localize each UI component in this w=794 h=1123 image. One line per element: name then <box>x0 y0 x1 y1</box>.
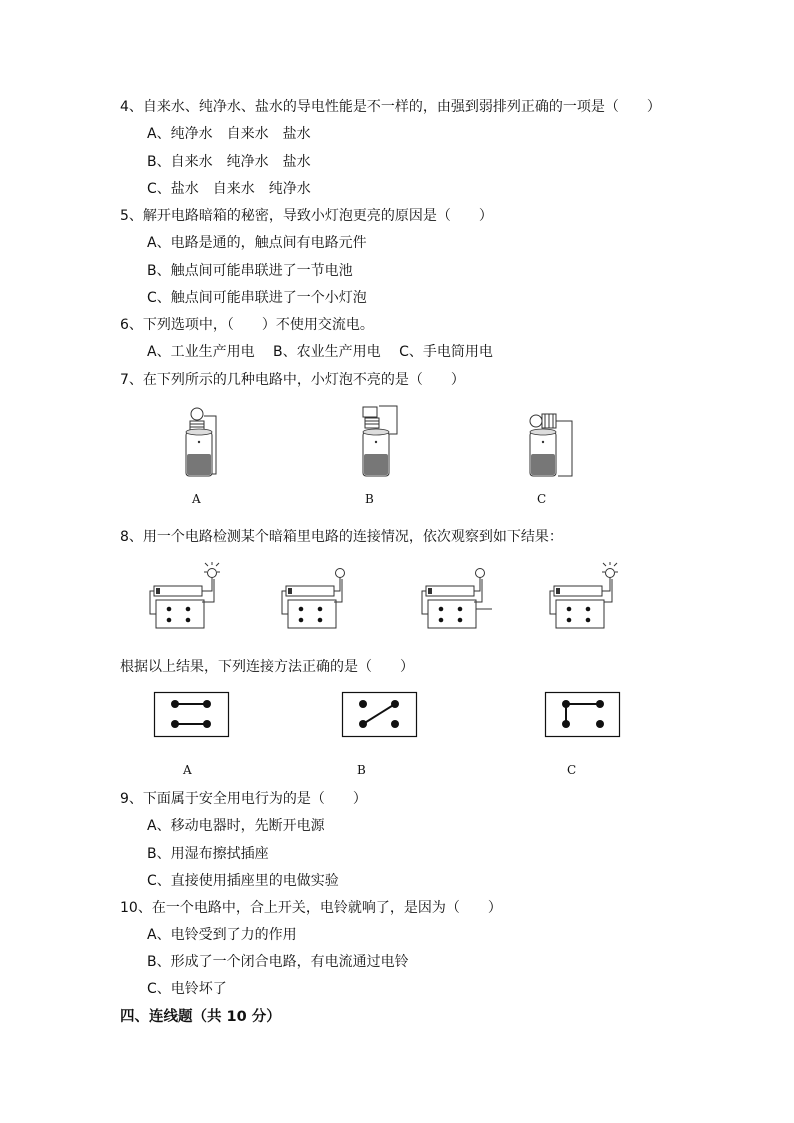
q8-option-b-diagram <box>342 692 418 738</box>
q8-option-c-diagram <box>545 692 621 738</box>
q8-tester-3 <box>422 562 494 630</box>
bulb-icon <box>191 408 203 420</box>
q10-stem: 10、在一个电路中，合上开关，电铃就响了，是因为（ ） <box>120 900 502 916</box>
q5-option-c: C、触点间可能串联进了一个小灯泡 <box>147 290 367 306</box>
q10-option-b: B、形成了一个闭合电路，有电流通过电铃 <box>147 954 409 970</box>
q8-stem: 8、用一个电路检测某个暗箱里电路的连接情况，依次观察到如下结果： <box>120 529 563 545</box>
bulb-icon <box>208 569 217 578</box>
section-title: 四、连线题（共 10 分） <box>120 1009 281 1025</box>
q8-tester-2 <box>282 562 354 630</box>
q7-label-c: C <box>537 492 547 506</box>
q5-option-b: B、触点间可能串联进了一节电池 <box>147 263 353 279</box>
q6-stem: 6、下列选项中，（ ）不使用交流电。 <box>120 317 374 333</box>
bulb-icon <box>476 569 485 578</box>
q7-label-a: A <box>192 492 201 506</box>
bulb-icon <box>606 569 615 578</box>
q8-tester-1 <box>150 562 222 630</box>
q5-option-a: A、电路是通的，触点间有电路元件 <box>147 235 367 251</box>
bulb-icon <box>530 415 542 427</box>
q10-option-a: A、电铃受到了力的作用 <box>147 927 297 943</box>
q9-option-c: C、直接使用插座里的电做实验 <box>147 873 339 889</box>
black-box <box>428 600 476 628</box>
q8-label-c: C <box>567 763 577 777</box>
q9-stem: 9、下面属于安全用电行为的是（ ） <box>120 791 367 807</box>
battery-icon <box>554 586 602 596</box>
q6-options: A、工业生产用电 B、农业生产用电 C、手电筒用电 <box>147 344 493 360</box>
bulb-icon <box>336 569 345 578</box>
q7-stem: 7、在下列所示的几种电路中，小灯泡不亮的是（ ） <box>120 372 465 388</box>
q9-option-b: B、用湿布擦拭插座 <box>147 846 269 862</box>
q7-label-b: B <box>365 492 374 506</box>
q8-label-b: B <box>357 763 366 777</box>
q8-followup: 根据以上结果，下列连接方法正确的是（ ） <box>120 659 414 675</box>
q10-option-c: C、电铃坏了 <box>147 981 227 997</box>
q4-option-b: B、自来水 纯净水 盐水 <box>147 154 311 170</box>
q8-label-a: A <box>183 763 192 777</box>
q4-stem: 4、自来水、纯净水、盐水的导电性能是不一样的，由强到弱排列正确的一项是（ ） <box>120 99 661 115</box>
bulb-icon <box>363 407 377 417</box>
q8-option-a-diagram <box>154 692 230 738</box>
black-box <box>556 600 604 628</box>
q9-option-a: A、移动电器时，先断开电源 <box>147 818 325 834</box>
q7-circuit-c <box>518 404 578 482</box>
battery-icon <box>154 586 202 596</box>
black-box <box>156 600 204 628</box>
battery-icon <box>286 586 334 596</box>
q7-circuit-b <box>355 404 405 482</box>
battery-icon <box>426 586 474 596</box>
q4-option-a: A、纯净水 自来水 盐水 <box>147 126 311 142</box>
black-box <box>288 600 336 628</box>
q7-circuit-a <box>178 404 228 482</box>
q5-stem: 5、解开电路暗箱的秘密，导致小灯泡更亮的原因是（ ） <box>120 208 493 224</box>
q4-option-c: C、盐水 自来水 纯净水 <box>147 181 311 197</box>
q8-tester-4 <box>550 562 622 630</box>
